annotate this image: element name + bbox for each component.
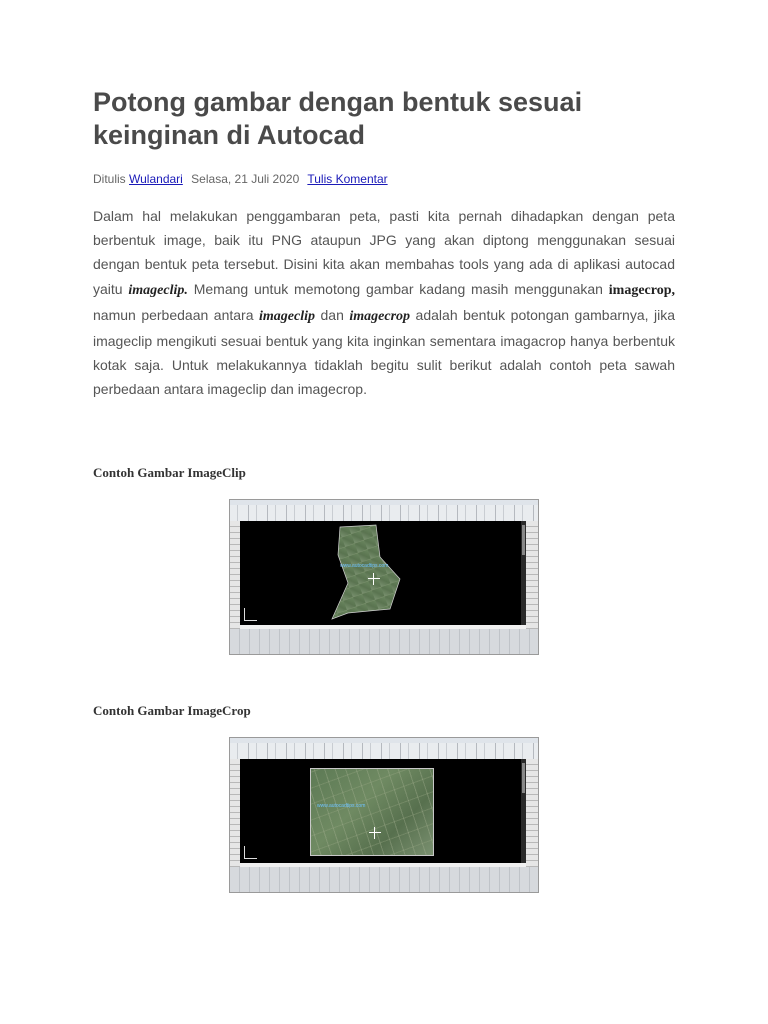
ucs-icon [244, 608, 257, 621]
figure-caption-imageclip: Contoh Gambar ImageClip [93, 465, 246, 480]
paragraph-text-1: Dalam hal melakukan penggambaran peta, pasti kita pernah dihadapkan dengan peta berbentuk image, baik itu PNG ataupun JPG yang akan diptong menggunakan sesuai dengan bentuk peta tersebut. Disini kita akan membahas tools yang ada di aplikasi autocad yaitu [93, 208, 675, 297]
term-imageclip: imageclip. [128, 282, 188, 298]
article-title: Potong gambar dengan bentuk sesuai keinginan di Autocad [93, 87, 583, 150]
image-watermark: www.autocadtips.com [340, 563, 389, 569]
paragraph-text-4: dan [315, 306, 350, 323]
crosshair-cursor-icon [368, 573, 380, 585]
left-toolbar [230, 759, 240, 869]
imageclip-screenshot [229, 499, 539, 655]
figure-caption-imagecrop: Contoh Gambar ImageCrop [93, 703, 251, 718]
left-toolbar [230, 521, 240, 631]
right-toolbar [526, 521, 538, 631]
author-prefix: Ditulis [93, 172, 126, 186]
imagecrop-screenshot [229, 737, 539, 893]
drawing-canvas [240, 521, 526, 625]
image-watermark: www.autocadtips.com [317, 803, 366, 809]
status-bar [230, 867, 538, 892]
right-toolbar [526, 759, 538, 869]
ucs-icon [244, 846, 257, 859]
term-imagecrop-2: imagecrop [349, 308, 411, 324]
paragraph-text-3: namun perbedaan antara [93, 306, 259, 323]
status-bar [230, 629, 538, 654]
paragraph-text-2: Memang untuk memotong gambar kadang masih menggunakan [187, 280, 609, 297]
drawing-canvas [240, 759, 526, 863]
article-paragraph [93, 204, 675, 402]
ribbon-toolbar [230, 505, 538, 521]
clipped-image [240, 521, 526, 625]
term-imagecrop: imagecrop, [608, 282, 675, 298]
paragraph-text-5: adalah bentuk potongan gambarnya, jika imageclip mengikuti sesuai bentuk yang kita inginkan sementara imagacrop hanya berbentuk kotak saja. Untuk melakukannya tidaklah begitu sulit berikut adalah contoh peta sawah perbedaan antara imageclip dan imagecrop. [93, 306, 676, 398]
crosshair-cursor-icon [369, 827, 381, 839]
term-imageclip-2: imageclip [259, 308, 315, 324]
ribbon-toolbar [230, 743, 538, 759]
cropped-image [310, 768, 434, 856]
comment-link[interactable]: Tulis Komentar [307, 172, 388, 186]
post-meta [93, 172, 388, 186]
post-date: Selasa, 21 Juli 2020 [191, 172, 300, 186]
author-link[interactable]: Wulandari [129, 172, 183, 186]
